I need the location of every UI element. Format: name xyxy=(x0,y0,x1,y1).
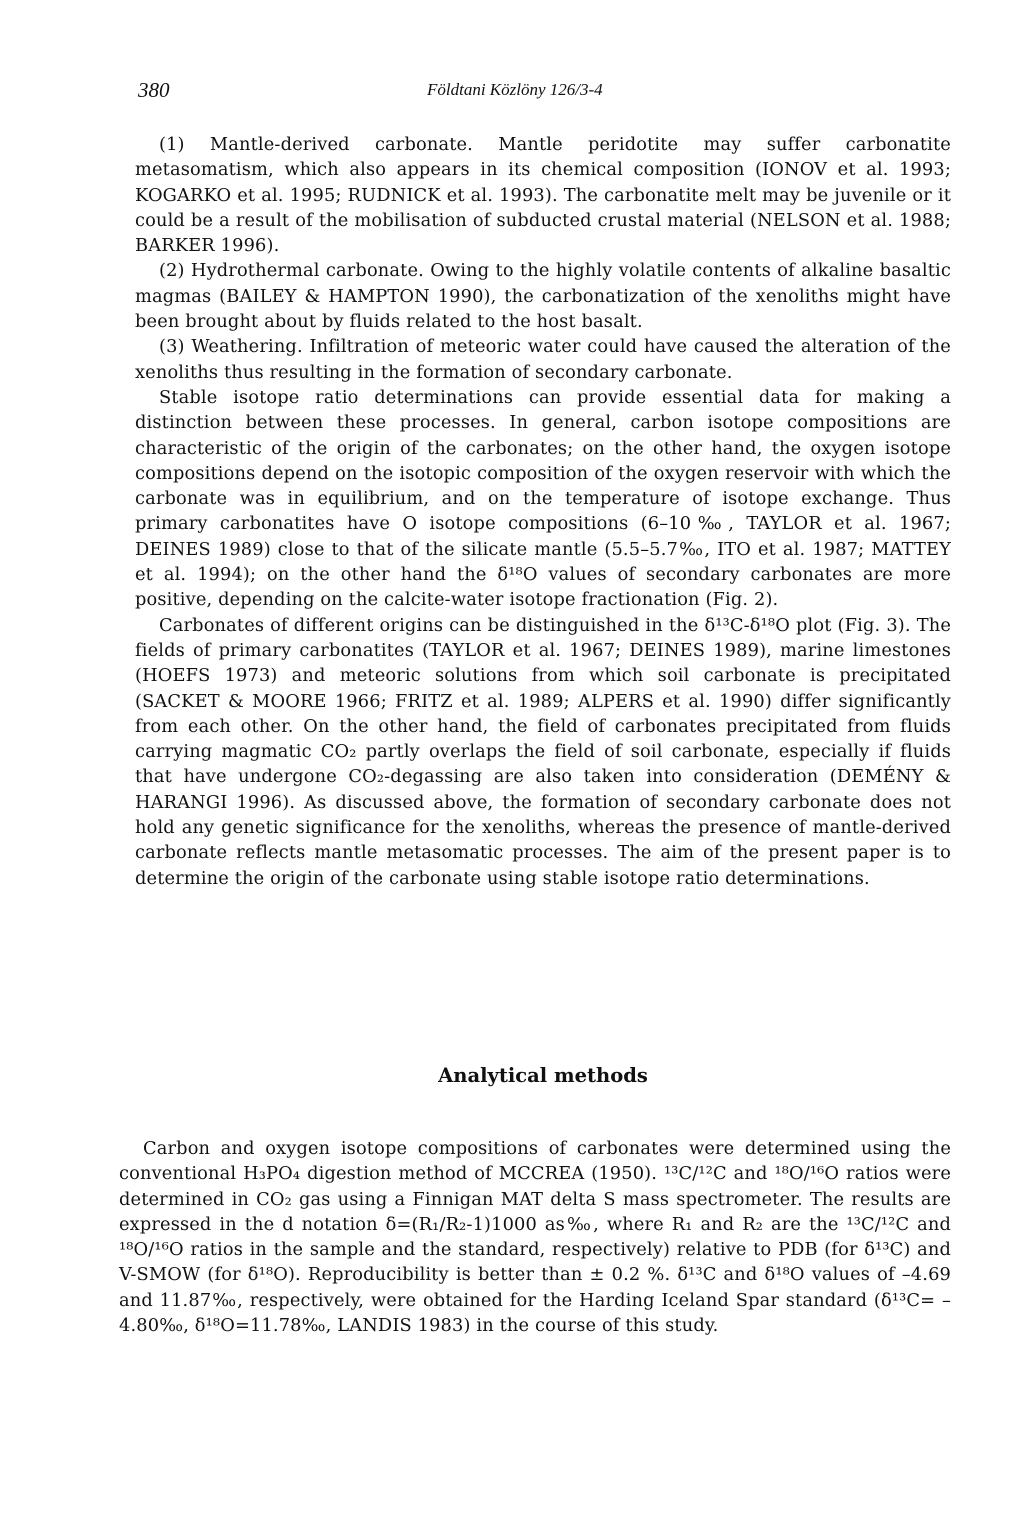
paragraph-weathering: (3) Weathering. Infiltration of meteoric water could have caused the alteration of the xenoliths thus resulting in the formation of secondary carbonate. xyxy=(135,336,951,383)
paragraph-analytical-methods: Carbon and oxygen isotope compositions of carbonates were determined using the conventional H₃PO₄ digestion method of MCCREA (1950). ¹³C/¹²C and ¹⁸O/¹⁶O ratios were determined in CO₂ gas using a Finnigan MAT delta S mass spectrometer. The results are expressed in the d notation δ=(R₁/R₂-1)1000 as‰, where R₁ and R₂ are the ¹³C/¹²C and ¹⁸O/¹⁶O ratios in the sample and the standard, respectively) relative to PDB (for δ¹³C) and V-SMOW (for δ¹⁸O). Reproducibility is better than ± 0.2 %. δ¹³C and δ¹⁸O values of –4.69 and 11.87‰, respectively, were obtained for the Harding Iceland Spar standard (δ¹³C= –4.80‰, δ¹⁸O=11.78‰, LANDIS 1983) in the course of this study. xyxy=(119,1138,951,1337)
journal-title: Földtani Közlöny 126/3-4 xyxy=(427,80,603,99)
paragraph-carbonate-origins: Carbonates of different origins can be distinguished in the δ¹³C-δ¹⁸O plot (Fig. 3). The fields of primary carbonatites (TAYLOR et al. 1967; DEINES 1989), marine limestones (HOEFS 1973) and meteoric solutions from which soil carbonate is precipitated (SACKET & MOORE 1966; FRITZ et al. 1989; ALPERS et al. 1990) differ significantly from each other. On the other hand, the field of carbonates precipitated from fluids carrying magmatic CO₂ partly overlaps the field of soil carbonate, especially if fluids that have undergone CO₂-degassing are also taken into consideration (DEMÉNY & HARANGI 1996). As discussed above, the formation of secondary carbonate does not hold any genetic significance for the xenoliths, whereas the presence of mantle-derived carbonate reflects mantle metasomatic processes. The aim of the present paper is to determine the origin of the carbonate using stable isotope ratio determinations. xyxy=(135,614,951,889)
body-text xyxy=(135,132,951,891)
page-number: 380 xyxy=(138,78,170,102)
methods-text xyxy=(119,1136,951,1338)
paragraph-mantle-derived: (1) Mantle-derived carbonate. Mantle peridotite may suffer carbonatite metasomatism, which also appears in its chemical composition (IONOV et al. 1993; KOGARKO et al. 1995; RUDNICK et al. 1993). The carbonatite melt may be juvenile or it could be a result of the mobilisation of subducted crustal material (NELSON et al. 1988; BARKER 1996). xyxy=(135,134,951,257)
paragraph-hydrothermal: (2) Hydrothermal carbonate. Owing to the highly volatile contents of alkaline basaltic magmas (BAILEY & HAMPTON 1990), the carbonatization of the xenoliths might have been brought about by fluids related to the host basalt. xyxy=(135,260,951,333)
section-heading: Analytical methods xyxy=(438,1064,648,1087)
page-header xyxy=(138,78,950,108)
paragraph-stable-isotope: Stable isotope ratio determinations can provide essential data for making a distinction between these processes. In general, carbon isotope compositions are characteristic of the origin of the carbonates; on the other hand, the oxygen isotope compositions depend on the isotopic composition of the oxygen reservoir with which the carbonate was in equilibrium, and on the temperature of isotope exchange. Thus primary carbonatites have O isotope compositions (6–10‰, TAYLOR et al. 1967; DEINES 1989) close to that of the silicate mantle (5.5–5.7‰, ITO et al. 1987; MATTEY et al. 1994); on the other hand the δ¹⁸O values of secondary carbonates are more positive, depending on the calcite-water isotope fractionation (Fig. 2). xyxy=(135,386,951,611)
